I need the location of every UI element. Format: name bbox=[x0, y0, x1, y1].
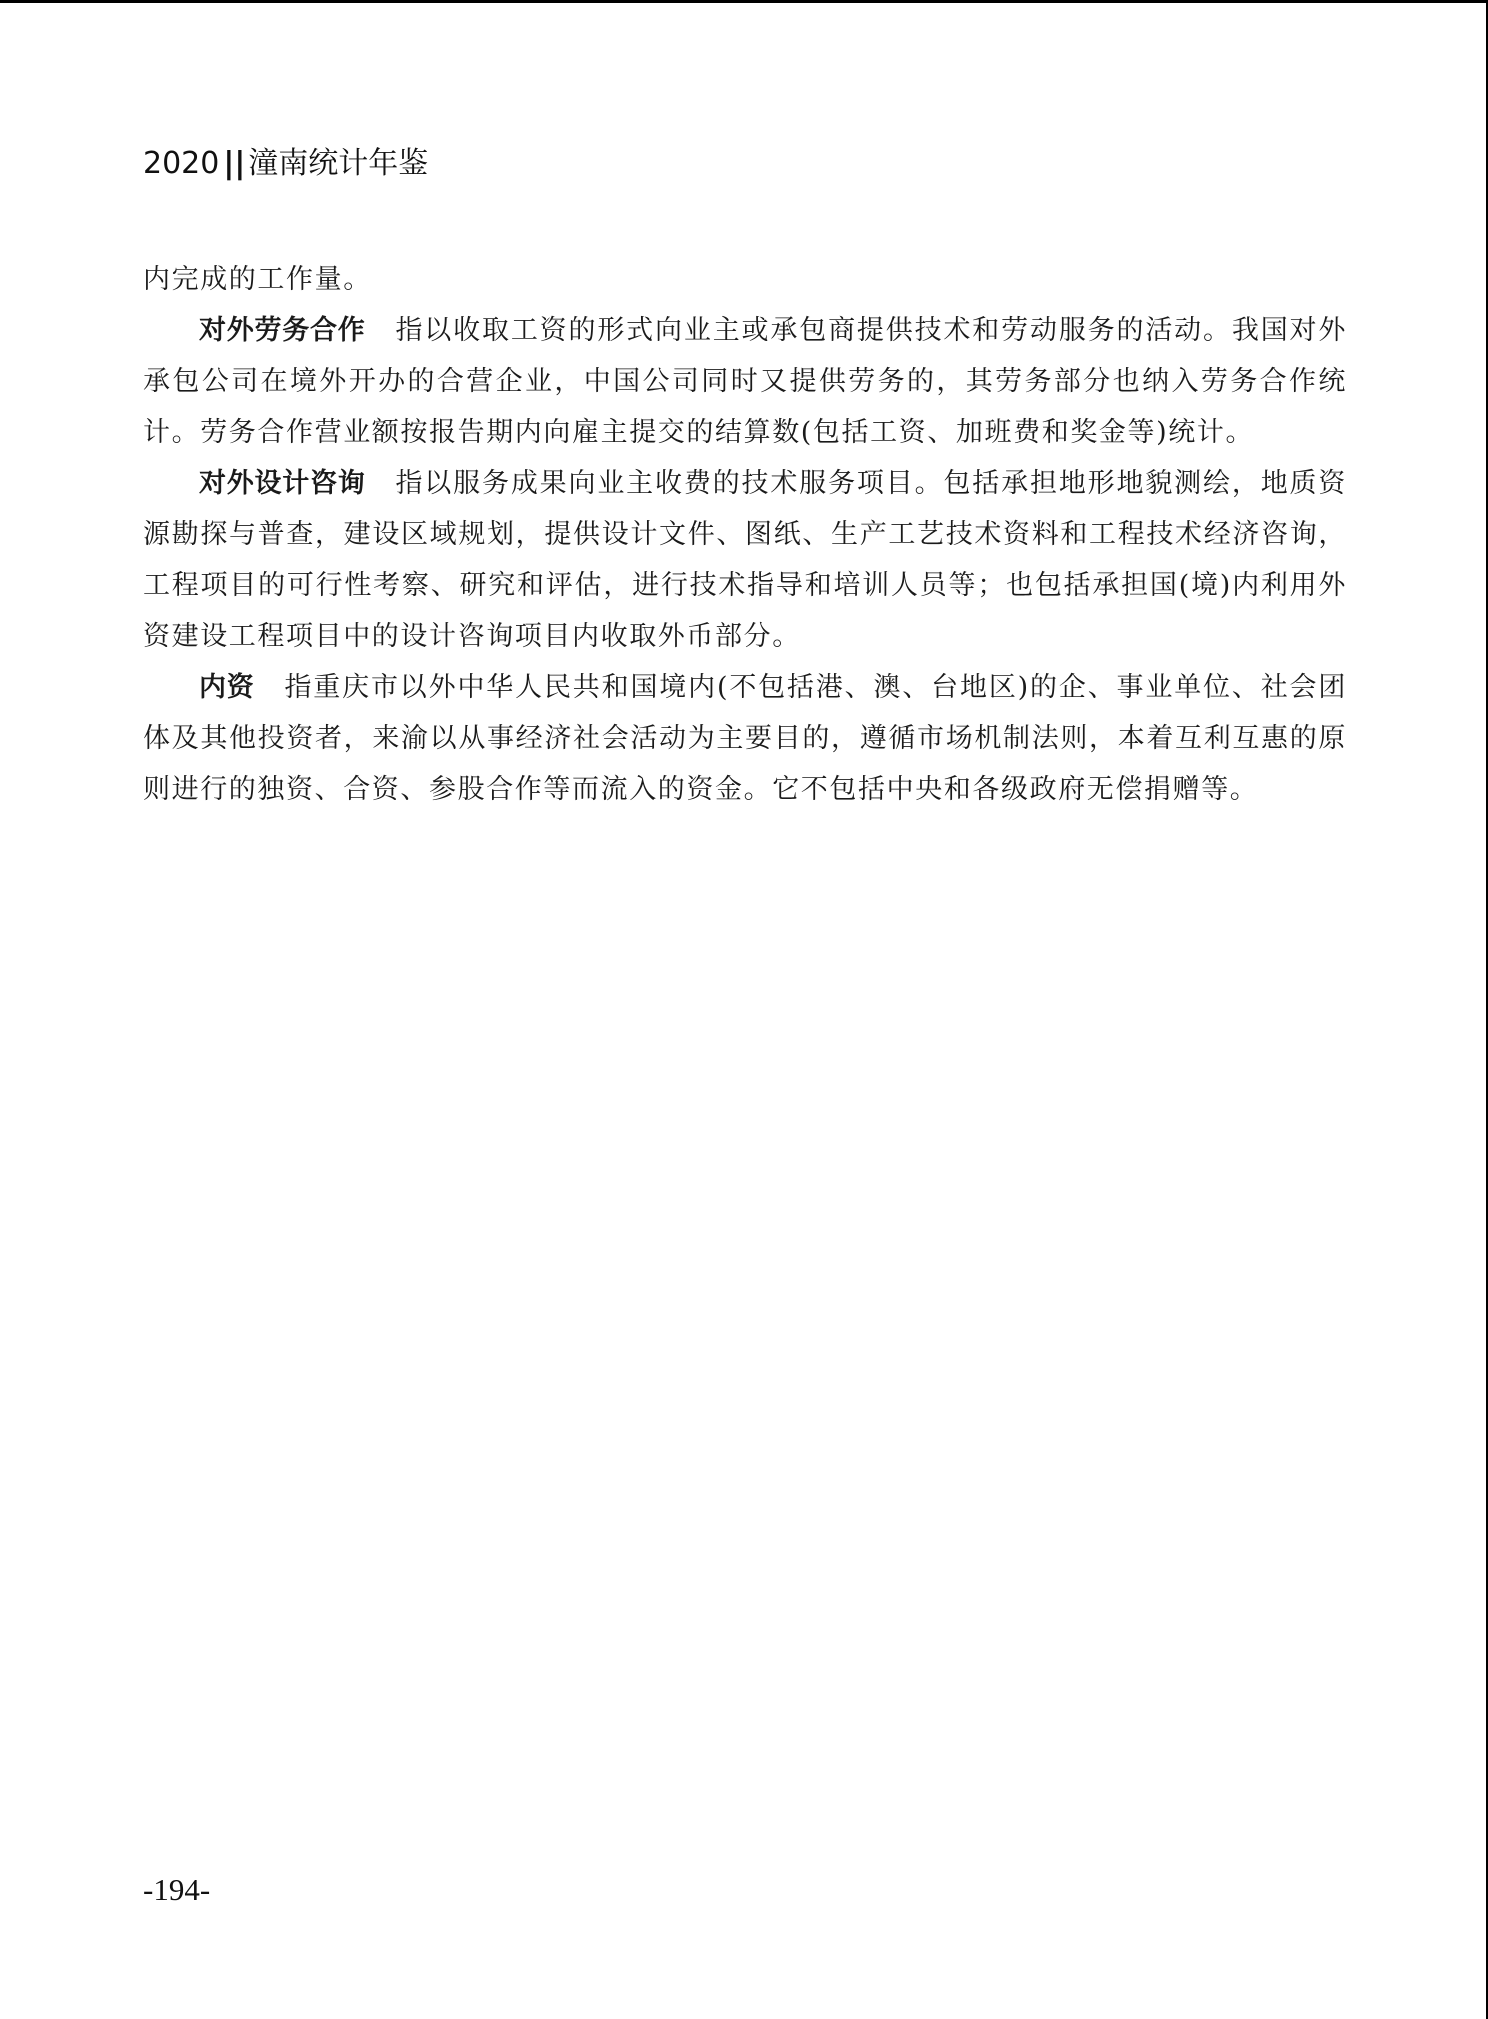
term-heading: 对外劳务合作 bbox=[199, 315, 366, 346]
definition-paragraph-labor-cooperation bbox=[143, 305, 1347, 458]
term-heading: 内资 bbox=[199, 672, 255, 703]
top-border-line bbox=[0, 0, 1488, 3]
page-number: -194- bbox=[143, 1872, 211, 1907]
continuation-paragraph: 内完成的工作量。 bbox=[143, 264, 372, 295]
header-year: 2020 bbox=[143, 146, 220, 181]
definition-paragraph-design-consulting bbox=[143, 458, 1347, 662]
document-body bbox=[143, 254, 1347, 815]
header-title: 潼南统计年鉴 bbox=[248, 146, 429, 181]
term-heading: 对外设计咨询 bbox=[199, 468, 366, 499]
term-definition: 指以服务成果向业主收费的技术服务项目。包括承担地形地貌测绘，地质资源勘探与普查，建设区域规划，提供设计文件、图纸、生产工艺技术资料和工程技术经济咨询，工程项目的可行性考察、研究和评估，进行技术指导和培训人员等；也包括承担国(境)内利用外资建设工程项目中的设计咨询项目内收取外币部分。 bbox=[143, 468, 1347, 652]
running-header bbox=[143, 144, 428, 184]
term-definition: 指重庆市以外中华人民共和国境内(不包括港、澳、台地区)的企、事业单位、社会团体及其他投资者，来渝以从事经济社会活动为主要目的，遵循市场机制法则，本着互利互惠的原则进行的独资、合资、参股合作等而流入的资金。它不包括中央和各级政府无偿捐赠等。 bbox=[143, 672, 1347, 805]
term-definition: 指以收取工资的形式向业主或承包商提供技术和劳动服务的活动。我国对外承包公司在境外开办的合营企业，中国公司同时又提供劳务的，其劳务部分也纳入劳务合作统计。劳务合作营业额按报告期内向雇主提交的结算数(包括工资、加班费和奖金等)统计。 bbox=[143, 315, 1347, 448]
definition-paragraph-domestic-capital bbox=[143, 662, 1347, 815]
header-separator: || bbox=[223, 146, 246, 181]
